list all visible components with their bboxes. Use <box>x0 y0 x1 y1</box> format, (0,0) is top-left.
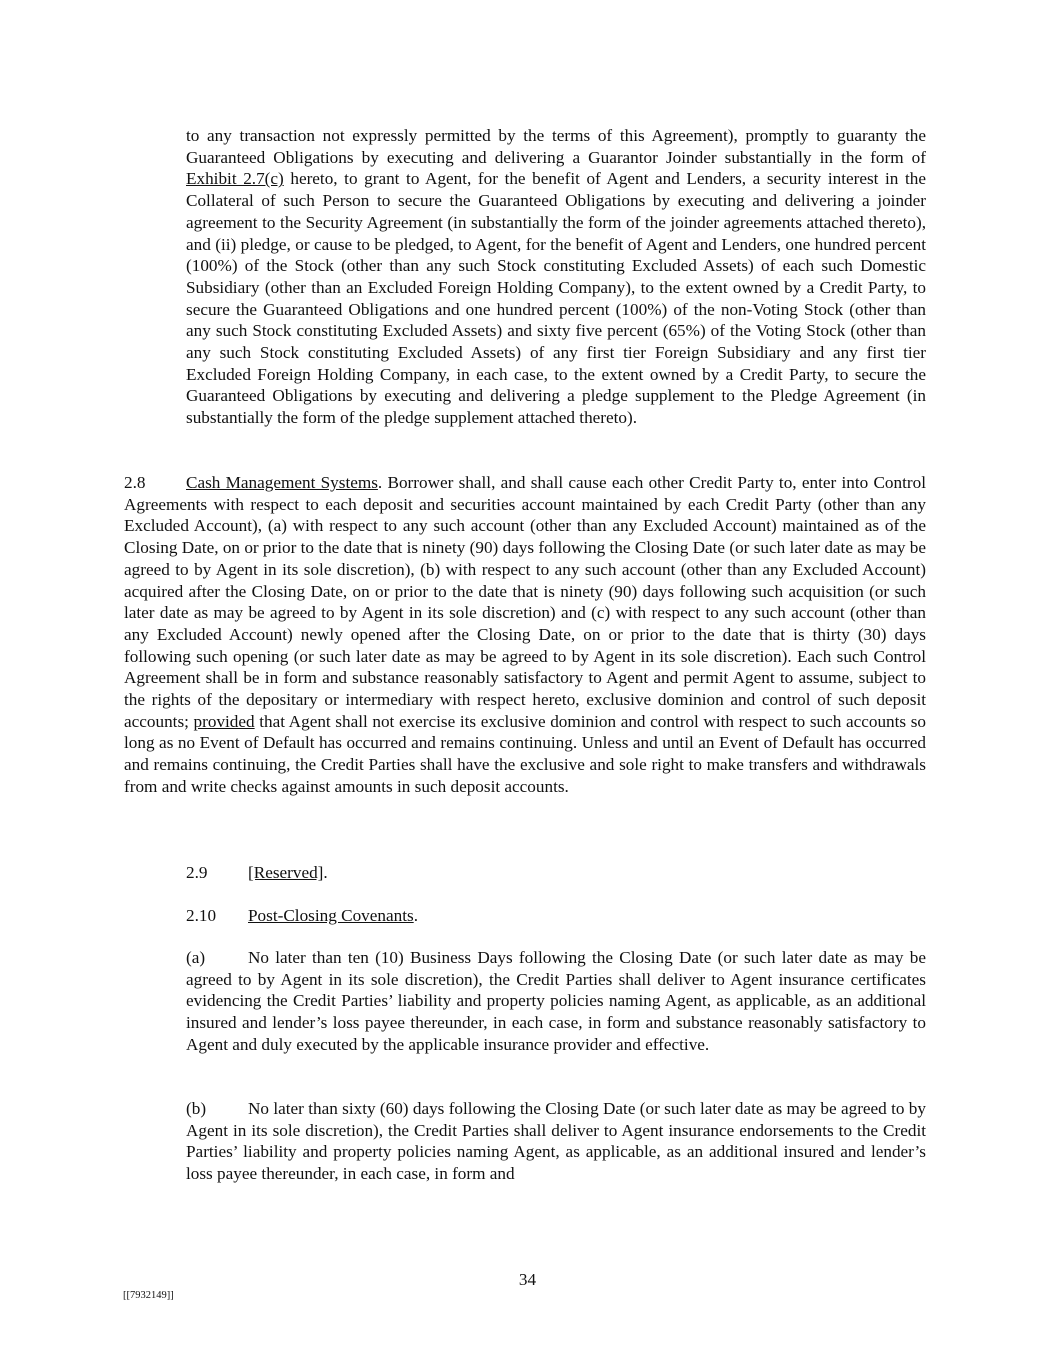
section-2-8-text-a: . Borrower shall, and shall cause each other Credit Party to, enter into Control Agreements with respect to each deposit and securities account maintained by each Credit Party (other than any Excluded Account), (a) with respect to any such account (other than any Excluded Account) maintained as of the Closing Date, on or prior to the date that is ninety (90) days following the Closing Date (or such later date as may be agreed to by Agent in its sole discretion), (b) with respect to any such account (other than any Excluded Account) acquired after the Closing Date, on or prior to the date that is ninety (90) days following such acquisition (or such later date as may be agreed to by Agent in its sole discretion) and (c) with respect to any such account (other than any Excluded Account) newly opened after the Closing Date, on or prior to the date that is thirty (30) days following such opening (or such later date as may be agreed to by Agent in its sole discretion). Each such Control Agreement shall be in form and substance reasonably satisfactory to Agent and permit Agent to assume, subject to the rights of the depositary or intermediary with respect hereto, exclusive dominion and control of such deposit accounts; <box>124 473 926 731</box>
exhibit-reference: Exhibit 2.7(c) <box>186 169 284 189</box>
section-2-10-item-b <box>186 1098 926 1185</box>
item-a-text: No later than ten (10) Business Days following the Closing Date (or such later date as may be agreed to by Agent in its sole discretion), the Credit Parties shall deliver to Agent insurance certificates evidencing the Credit Parties’ liability and property policies naming Agent, as applicable, as an additional insured and lender’s loss payee thereunder, in each case, in form and substance reasonably satisfactory to Agent and duly executed by the applicable insurance provider and effective. <box>186 948 926 1054</box>
section-2-10-item-a <box>186 947 926 1056</box>
section-2-8-title: Cash Management Systems <box>186 473 378 492</box>
section-2-9-number: 2.9 <box>186 863 208 882</box>
item-b-text: No later than sixty (60) days following the Closing Date (or such later date as may be agreed to by Agent in its sole discretion), the Credit Parties shall deliver to Agent insurance endorsements to the Credit Parties’ liability and property policies naming Agent, as applicable, as an additional insured and lender’s loss payee thereunder, in each case, in form and <box>186 1099 926 1184</box>
page-number: 34 <box>518 1270 537 1289</box>
provided-term: provided <box>193 711 255 731</box>
continuation-text-b: hereto, to grant to Agent, for the benefit of Agent and Lenders, a security interest in the Collateral of such Person to secure the Guaranteed Obligations by executing and delivering a joinder agreement to the Security Agreement (in substantially the form of the joinder agreements attached thereto), and (ii) pledge, or cause to be pledged, to Agent, for the benefit of Agent and Lenders, one hundred percent (100%) of the Stock (other than any such Stock constituting Excluded Assets) of each such Domestic Subsidiary (other than an Excluded Foreign Holding Company), to the extent owned by a Credit Party, to secure the Guaranteed Obligations and one hundred percent (100%) of the non-Voting Stock (other than any such Stock constituting Excluded Assets) and sixty five percent (65%) of the Voting Stock (other than any such Stock constituting Excluded Assets) of any first tier Foreign Subsidiary and any first tier Excluded Foreign Holding Company, in each case, to the extent owned by a Credit Party, to secure the Guaranteed Obligations by executing and delivering a pledge supplement to the Pledge Agreement (in substantially the form of the pledge supplement attached thereto). <box>186 169 926 428</box>
section-2-10-heading <box>186 905 418 927</box>
section-2-9-heading <box>186 862 328 884</box>
section-2-9-title: [Reserved] <box>248 863 324 882</box>
section-2-10-number: 2.10 <box>186 906 217 925</box>
section-2-9-suffix: . <box>323 863 328 882</box>
document-id: [[7932149]] <box>123 1290 174 1301</box>
section-2-10-title: Post-Closing Covenants <box>248 906 414 925</box>
section-2-8-paragraph <box>124 472 926 798</box>
section-2-8-number: 2.8 <box>124 473 146 492</box>
item-b-label: (b) <box>186 1099 207 1118</box>
continuation-paragraph <box>186 125 926 429</box>
section-2-10-suffix: . <box>413 906 418 925</box>
continuation-text-a: to any transaction not expressly permitted by the terms of this Agreement), promptly to guaranty the Guaranteed Obligations by executing and delivering a Guarantor Joinder substantially in the form of <box>186 126 926 167</box>
item-a-label: (a) <box>186 948 206 967</box>
section-2-8-text-b: that Agent shall not exercise its exclusive dominion and control with respect to such accounts so long as no Event of Default has occurred and remains continuing. Unless and until an Event of Default has occurred and remains continuing, the Credit Parties shall have the exclusive and sole right to make transfers and withdrawals from and write checks against amounts in such deposit accounts. <box>124 711 926 796</box>
